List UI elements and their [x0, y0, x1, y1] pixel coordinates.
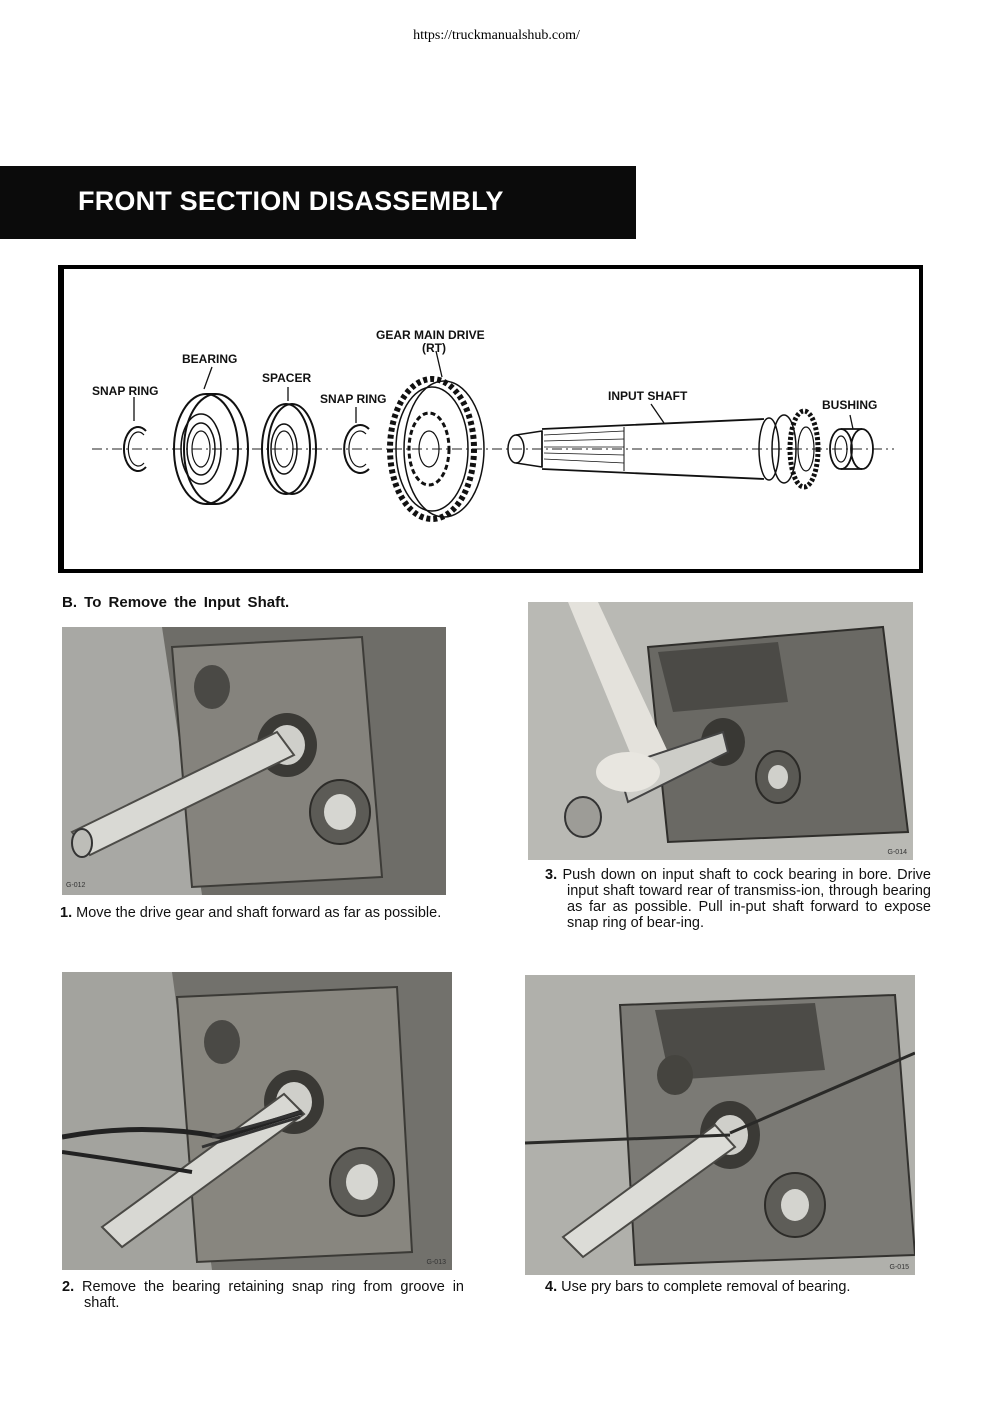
- figure-code: G-014: [887, 849, 907, 856]
- label-spacer: SPACER: [262, 371, 312, 385]
- step-text: Push down on input shaft to cock bearing in bore. Drive input shaft toward rear of transmiss-ion, through bearing as far as possible. Pull in-put shaft forward to expose snap ring of bear-ing.: [562, 867, 931, 931]
- exploded-parts-diagram: [58, 265, 923, 573]
- label-input-shaft: INPUT SHAFT: [608, 389, 688, 403]
- parts-drawing: [64, 269, 919, 569]
- source-url[interactable]: https://truckmanualshub.com/: [413, 28, 580, 43]
- step-text: Remove the bearing retaining snap ring from groove in shaft.: [82, 1279, 464, 1311]
- photo-3-drawing: [528, 602, 913, 860]
- caption-step-3: [545, 867, 931, 931]
- figure-code: G-013: [426, 1259, 446, 1266]
- step-number: 3.: [545, 867, 558, 883]
- section-title: B. To Remove the Input Shaft.: [62, 594, 290, 611]
- label-bushing: BUSHING: [822, 398, 878, 412]
- caption-step-4: [545, 1279, 931, 1295]
- section-banner: [0, 166, 636, 239]
- label-gear-main-drive-rt: (RT): [422, 341, 446, 355]
- photo-step-4: [525, 975, 915, 1275]
- step-text: Use pry bars to complete removal of bearing.: [561, 1279, 851, 1295]
- caption-step-1: [60, 905, 446, 921]
- label-snap-ring-1: SNAP RING: [92, 384, 159, 398]
- photo-step-2: [62, 972, 452, 1270]
- photo-4-drawing: [525, 975, 915, 1275]
- step-number: 2.: [62, 1279, 75, 1295]
- photo-1-drawing: [62, 627, 446, 895]
- step-number: 1.: [60, 905, 73, 921]
- photo-step-3: [528, 602, 913, 860]
- photo-2-drawing: [62, 972, 452, 1270]
- label-gear-main-drive: GEAR MAIN DRIVE: [376, 328, 485, 342]
- figure-code: G-012: [66, 882, 86, 889]
- photo-step-1: [62, 627, 446, 895]
- step-text: Move the drive gear and shaft forward as far as possible.: [76, 905, 442, 921]
- label-bearing: BEARING: [182, 352, 238, 366]
- label-snap-ring-2: SNAP RING: [320, 392, 387, 406]
- banner-title: FRONT SECTION DISASSEMBLY: [78, 186, 504, 216]
- figure-code: G-015: [889, 1264, 909, 1271]
- step-number: 4.: [545, 1279, 558, 1295]
- caption-step-2: [62, 1279, 464, 1311]
